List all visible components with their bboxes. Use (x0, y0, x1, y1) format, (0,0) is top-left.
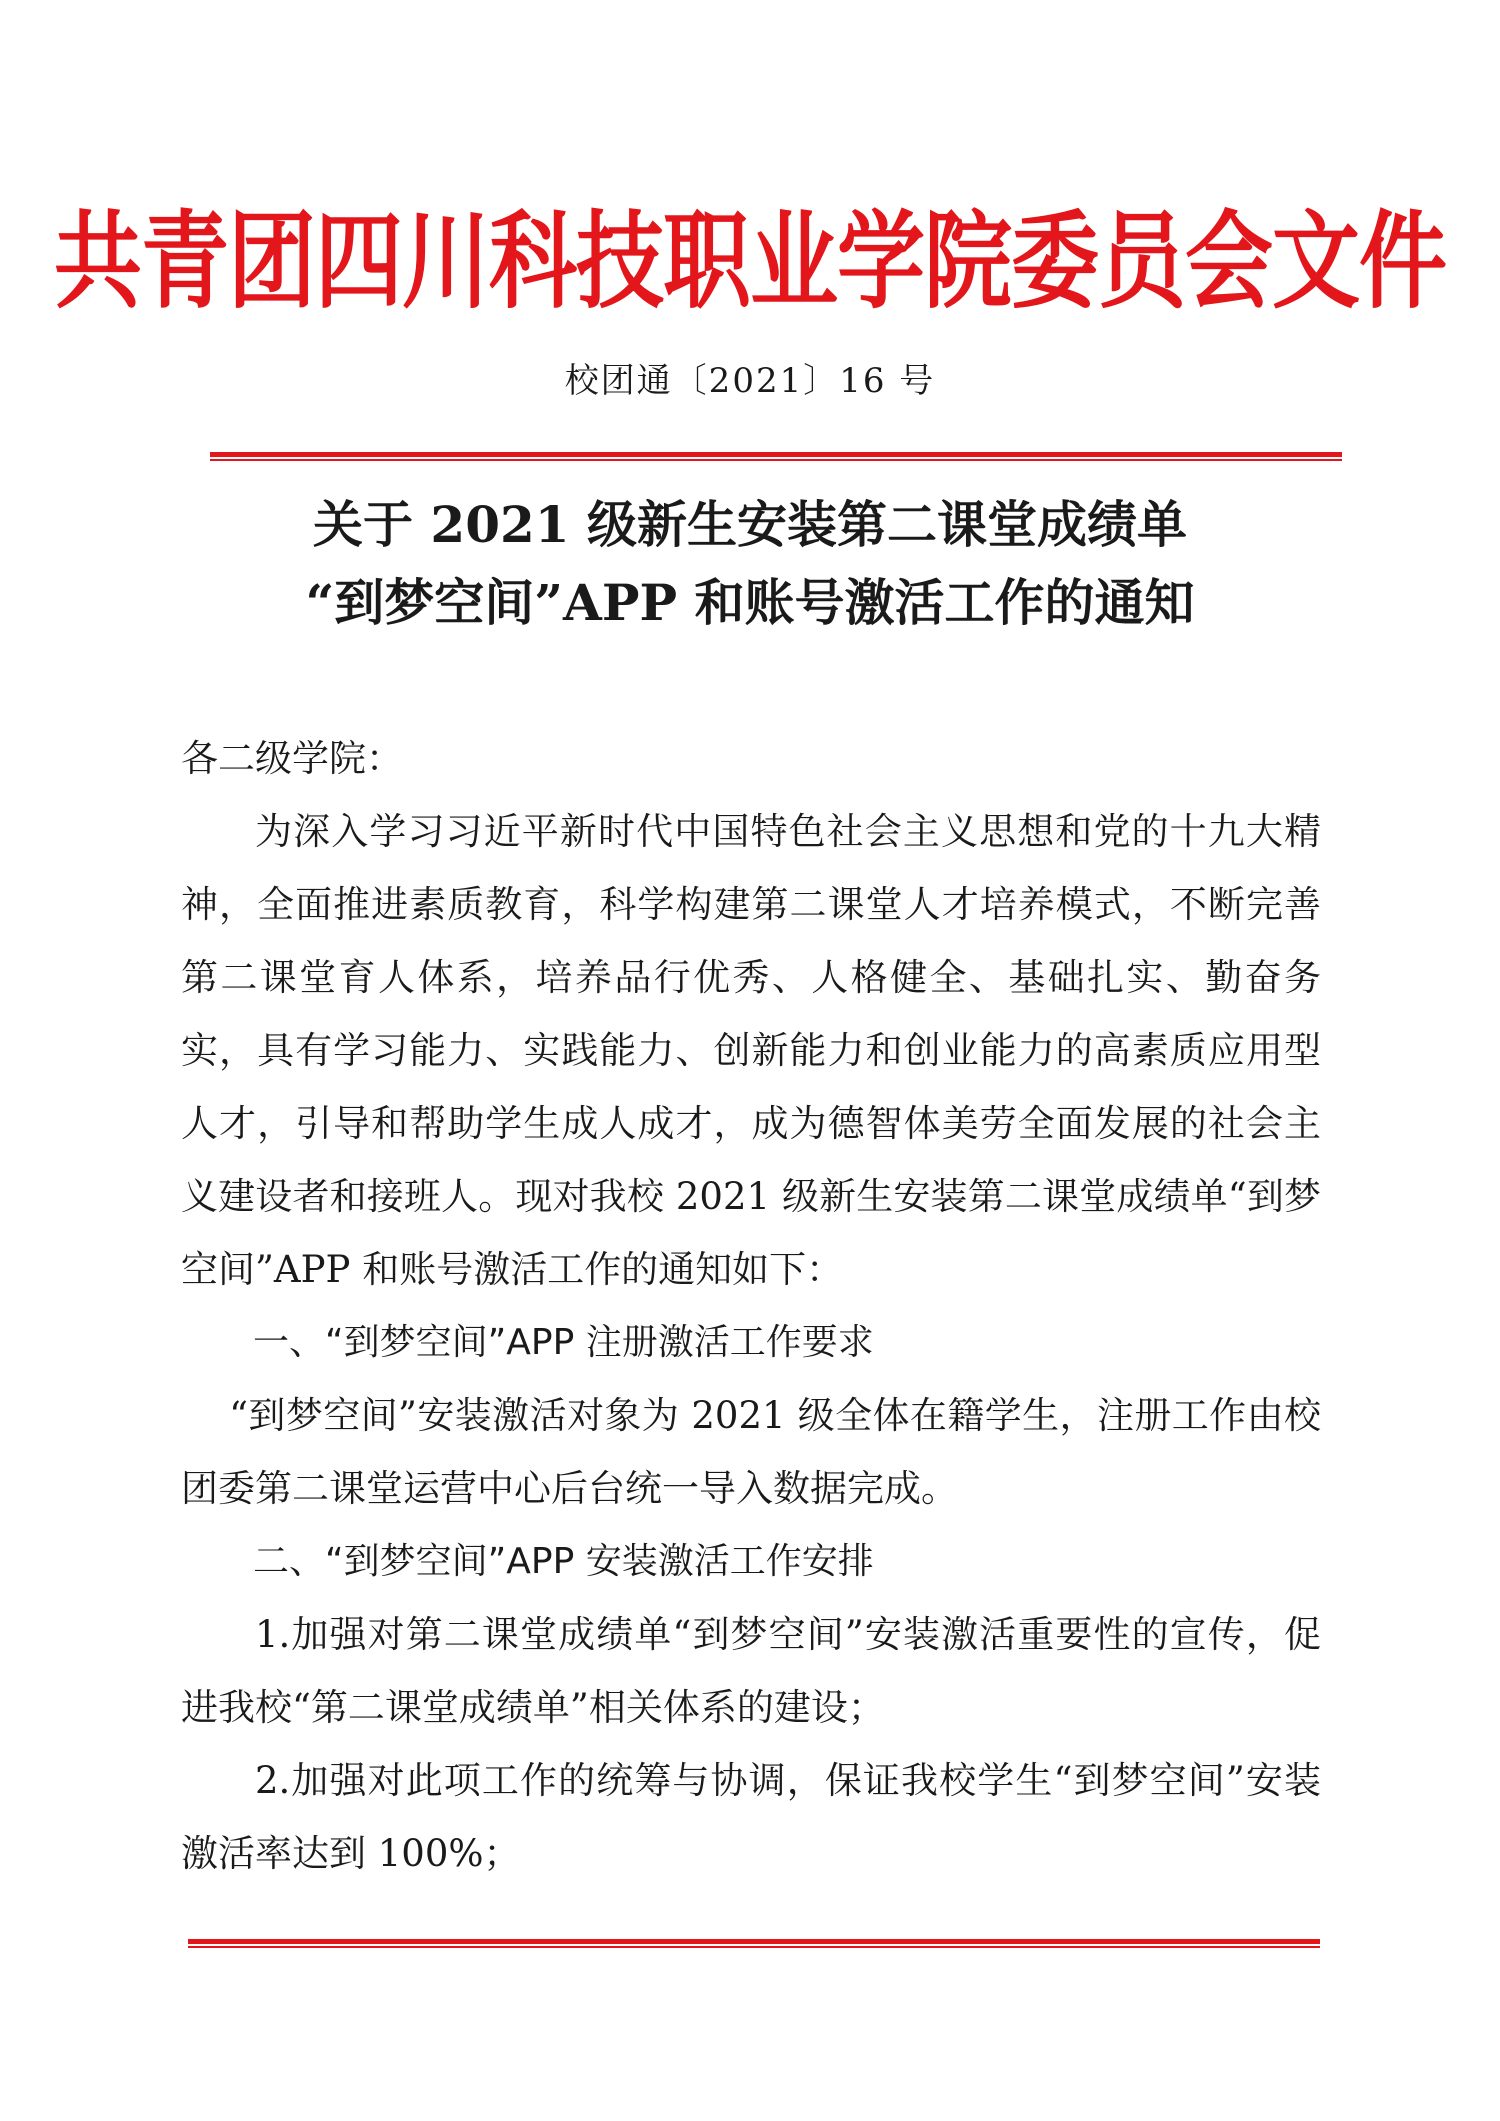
section-2-heading: 二、“到梦空间”APP 安装激活工作安排 (253, 1541, 874, 1582)
document-number: 校团通〔2021〕16 号 (564, 361, 936, 401)
document-header-title: 共青团四川科技职业学院委员会文件 (53, 198, 1446, 324)
footer-divider (188, 1939, 1320, 1948)
notice-title-line-2: “到梦空间”APP 和账号激活工作的通知 (305, 573, 1195, 632)
notice-title-line-1: 关于 2021 级新生安装第二课堂成绩单 (313, 495, 1187, 554)
salutation: 各二级学院： (181, 737, 403, 780)
section-2-item-2: 2.加强对此项工作的统筹与协调，保证我校学生“到梦空间”安装激活率达到 100%； (181, 1759, 1321, 1875)
section-2-item-1: 1.加强对第二课堂成绩单“到梦空间”安装激活重要性的宣传，促进我校“第二课堂成绩单”相关体系的建设； (181, 1613, 1321, 1729)
document-body (181, 722, 1321, 1890)
header-divider (210, 452, 1342, 461)
intro-paragraph: 为深入学习习近平新时代中国特色社会主义思想和党的十九大精神，全面推进素质教育，科学构建第二课堂人才培养模式，不断完善第二课堂育人体系，培养品行优秀、人格健全、基础扎实、勤奋务实，具有学习能力、实践能力、创新能力和创业能力的高素质应用型人才，引导和帮助学生成人成才，成为德智体美劳全面发展的社会主义建设者和接班人。现对我校 2021 级新生安装第二课堂成绩单“到梦空间”APP 和账号激活工作的通知如下： (181, 810, 1321, 1291)
section-1-heading: 一、“到梦空间”APP 注册激活工作要求 (253, 1322, 874, 1363)
section-1-paragraph: “到梦空间”安装激活对象为 2021 级全体在籍学生，注册工作由校团委第二课堂运营中心后台统一导入数据完成。 (181, 1394, 1321, 1510)
